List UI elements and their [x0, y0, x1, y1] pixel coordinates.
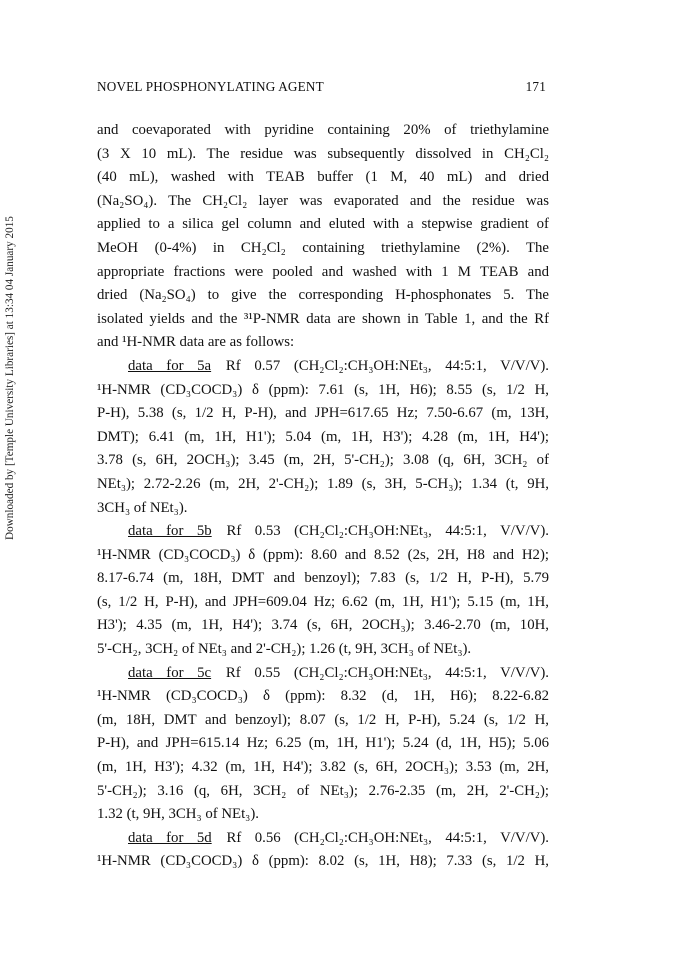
line-text: (m, 1H, H3'); 4.32 (m, 1H, H4'); 3.82 (s, 6H, 2OCH₃); 3.53 (m, 2H, — [97, 759, 549, 776]
text-line — [97, 685, 549, 709]
text-line — [97, 614, 549, 638]
page-number: 171 — [525, 79, 546, 94]
text-line — [97, 331, 549, 355]
data-heading: data for 5a — [128, 357, 212, 374]
running-header — [97, 79, 546, 95]
text-line — [97, 732, 549, 756]
text-line — [97, 237, 549, 261]
line-text: (Na₂SO₄). The CH₂Cl₂ layer was evaporated and the residue was — [97, 192, 549, 209]
data-heading: data for 5b — [128, 523, 212, 540]
line-text: 3CH₃ of NEt₃). — [97, 499, 188, 516]
text-line — [97, 850, 549, 874]
journal-title: NOVEL PHOSPHONYLATING AGENT — [97, 79, 324, 94]
text-line — [97, 190, 549, 214]
text-line — [97, 284, 549, 308]
line-text: P-H), 5.38 (s, 1/2 H, P-H), and JPH=617.65 Hz; 7.50-6.67 (m, 13H, — [97, 405, 549, 422]
line-text: P-H), and JPH=615.14 Hz; 6.25 (m, 1H, H1'); 5.24 (d, 1H, H5); 5.06 — [97, 735, 549, 752]
text-line — [97, 756, 549, 780]
data-heading: data for 5d — [128, 829, 212, 846]
text-line — [97, 497, 549, 521]
line-text: Rf 0.53 (CH₂Cl₂:CH₃OH:NEt₃, 44:5:1, V/V/V). — [226, 523, 549, 540]
line-text: (m, 18H, DMT and benzoyl); 8.07 (s, 1/2 H, P-H), 5.24 (s, 1/2 H, — [97, 711, 549, 728]
line-text: Rf 0.55 (CH₂Cl₂:CH₃OH:NEt₃, 44:5:1, V/V/V). — [225, 664, 549, 681]
text-line — [97, 426, 549, 450]
line-text: NEt₃); 2.72-2.26 (m, 2H, 2'-CH₂); 1.89 (s, 3H, 5-CH₃); 1.34 (t, 9H, — [97, 475, 549, 492]
line-text: H3'); 4.35 (m, 1H, H4'); 3.74 (s, 6H, 2OCH₃); 3.46-2.70 (m, 10H, — [97, 617, 549, 634]
line-text: 1.32 (t, 9H, 3CH₃ of NEt₃). — [97, 806, 259, 823]
text-line — [97, 544, 549, 568]
text-line — [97, 261, 549, 285]
line-text: MeOH (0-4%) in CH₂Cl₂ containing triethylamine (2%). The — [97, 239, 549, 256]
text-line — [97, 379, 549, 403]
line-text: and ¹H-NMR data are as follows: — [97, 334, 295, 351]
data-heading-line — [97, 355, 549, 379]
line-text: ¹H-NMR (CD₃COCD₃) δ (ppm): 8.32 (d, 1H, H6); 8.22-6.82 — [97, 688, 549, 705]
text-line — [97, 803, 549, 827]
line-text: dried (Na₂SO₄) to give the corresponding H-phosphonates 5. The — [97, 287, 549, 304]
text-line — [97, 213, 549, 237]
text-line — [97, 119, 549, 143]
text-line — [97, 638, 549, 662]
text-line — [97, 709, 549, 733]
text-line — [97, 780, 549, 804]
data-heading-line — [97, 827, 549, 851]
line-text: Rf 0.57 (CH₂Cl₂:CH₃OH:NEt₃, 44:5:1, V/V/V). — [225, 357, 549, 374]
text-line — [97, 166, 549, 190]
line-text: 3.78 (s, 6H, 2OCH₃); 3.45 (m, 2H, 5'-CH₂); 3.08 (q, 6H, 3CH₂ of — [97, 452, 549, 469]
line-text: appropriate fractions were pooled and washed with 1 M TEAB and — [97, 263, 549, 280]
line-text: (3 X 10 mL). The residue was subsequently dissolved in CH₂Cl₂ — [97, 145, 549, 162]
line-text: 5'-CH₂); 3.16 (q, 6H, 3CH₂ of NEt₃); 2.76-2.35 (m, 2H, 2'-CH₂); — [97, 782, 549, 799]
text-line — [97, 308, 549, 332]
text-line — [97, 402, 549, 426]
text-line — [97, 449, 549, 473]
data-heading: data for 5c — [128, 664, 212, 681]
text-line — [97, 473, 549, 497]
line-text: 5'-CH₂, 3CH₂ of NEt₃ and 2'-CH₂); 1.26 (t, 9H, 3CH₃ of NEt₃). — [97, 641, 472, 658]
line-text: applied to a silica gel column and eluted with a stepwise gradient of — [97, 216, 549, 233]
line-text: ¹H-NMR (CD₃COCD₃) δ (ppm): 8.02 (s, 1H, H8); 7.33 (s, 1/2 H, — [97, 853, 549, 870]
line-text: 8.17-6.74 (m, 18H, DMT and benzoyl); 7.83 (s, 1/2 H, P-H), 5.79 — [97, 570, 549, 587]
data-heading-line — [97, 662, 549, 686]
text-line — [97, 567, 549, 591]
line-text: ¹H-NMR (CD₃COCD₃) δ (ppm): 7.61 (s, 1H, H6); 8.55 (s, 1/2 H, — [97, 381, 549, 398]
line-text: (s, 1/2 H, P-H), and JPH=609.04 Hz; 6.62 (m, 1H, H1'); 5.15 (m, 1H, — [97, 593, 549, 610]
line-text: and coevaporated with pyridine containing 20% of triethylamine — [97, 122, 549, 138]
line-text: DMT); 6.41 (m, 1H, H1'); 5.04 (m, 1H, H3'); 4.28 (m, 1H, H4'); — [97, 428, 549, 445]
line-text: isolated yields and the ³¹P-NMR data are shown in Table 1, and the Rf — [97, 310, 549, 327]
line-text: Rf 0.56 (CH₂Cl₂:CH₃OH:NEt₃, 44:5:1, V/V/V). — [226, 829, 549, 846]
text-line — [97, 143, 549, 167]
line-text: ¹H-NMR (CD₃COCD₃) δ (ppm): 8.60 and 8.52 (2s, 2H, H8 and H2); — [97, 546, 549, 563]
body-text — [97, 119, 549, 874]
text-line — [97, 591, 549, 615]
line-text: (40 mL), washed with TEAB buffer (1 M, 40 mL) and dried — [97, 169, 549, 186]
data-heading-line — [97, 520, 549, 544]
download-watermark: Downloaded by [Temple University Libraries] at 13:34 04 January 2015 — [4, 216, 16, 540]
